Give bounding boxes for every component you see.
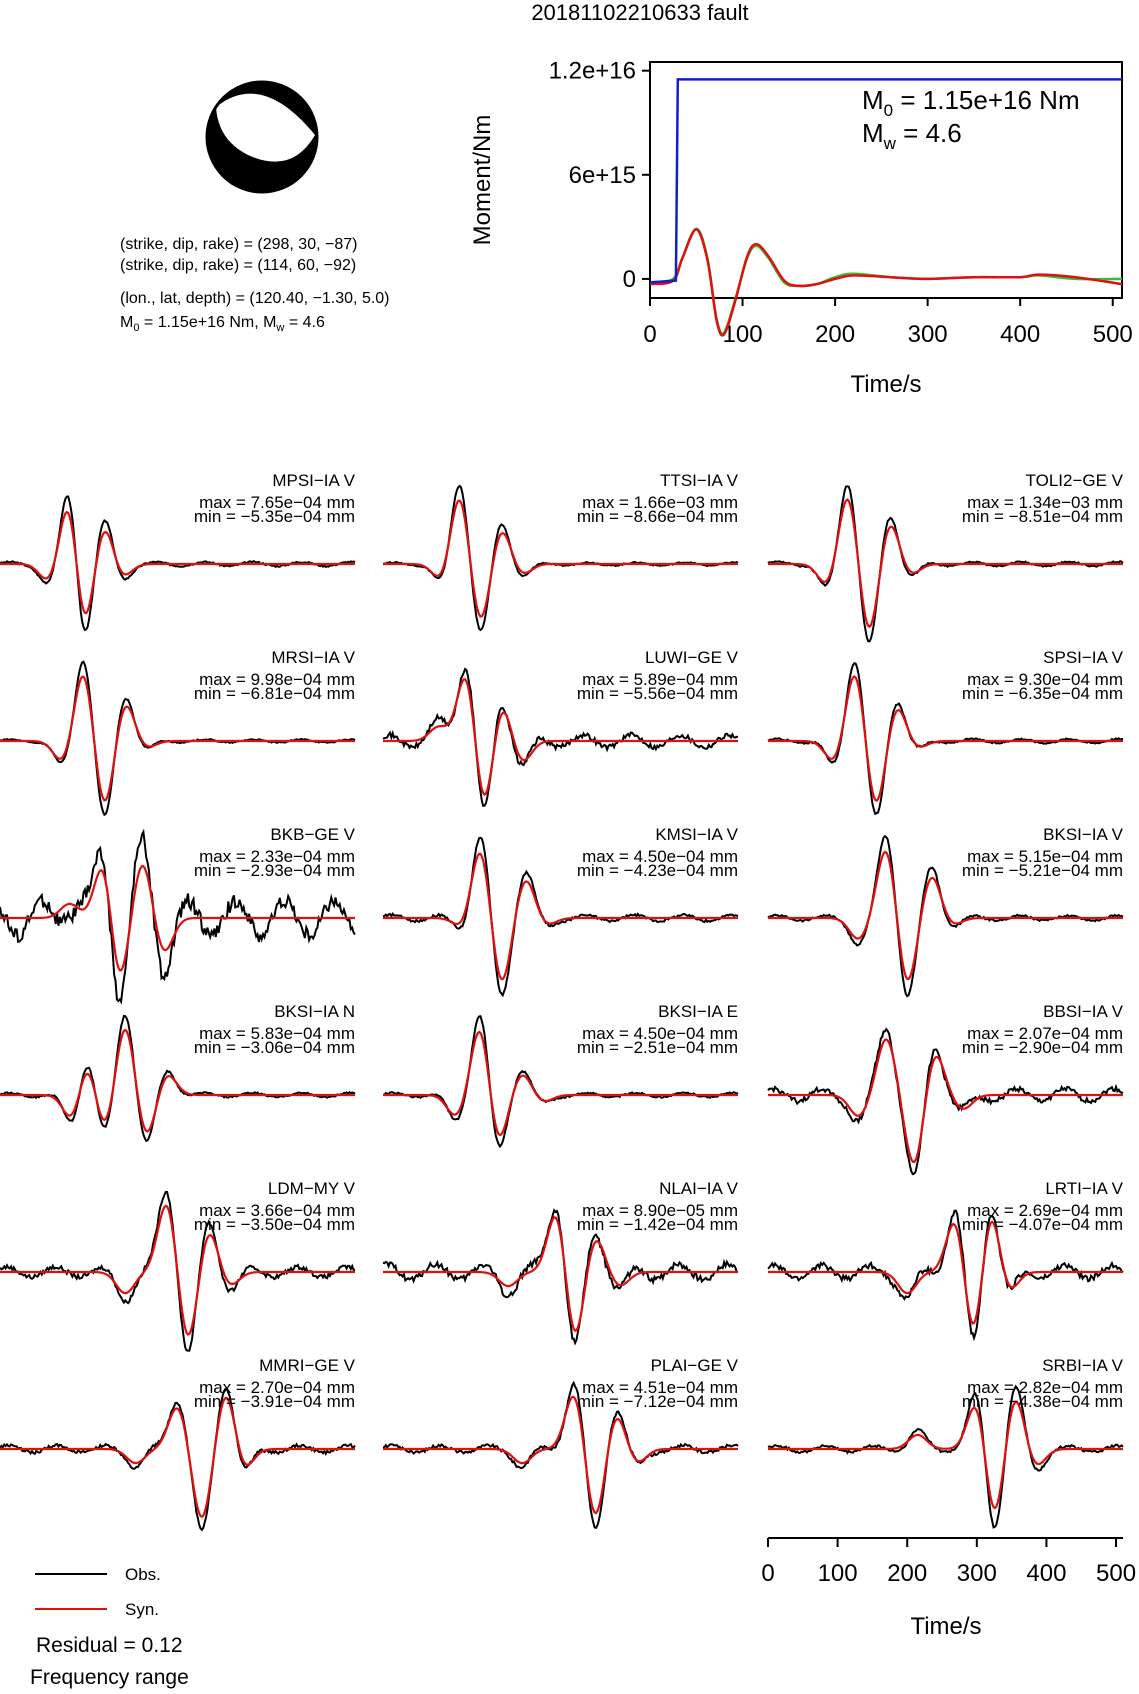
waveform-panel — [768, 648, 1124, 814]
station-min: min = −1.42e−04 mm — [576, 1215, 738, 1234]
moment-xtick-label: 100 — [722, 321, 763, 348]
station-max: max = 1.66e−03 mm — [582, 493, 738, 512]
station-min: min = −6.35e−04 mm — [961, 684, 1123, 703]
frequency-range-label: Frequency range — [30, 1666, 189, 1689]
moment-xtick-label: 0 — [643, 321, 657, 348]
waveform-panel — [0, 1179, 356, 1351]
residual-label: Residual = 0.12 — [36, 1634, 183, 1657]
moment-xlabel: Time/s — [850, 371, 922, 398]
waveform-xtick-label: 200 — [887, 1560, 928, 1587]
station-min: min = −3.91e−04 mm — [193, 1392, 355, 1411]
moment-ytick-label: 1.2e+16 — [548, 57, 636, 85]
waveform-panel — [0, 825, 356, 1002]
station-max: max = 5.83e−04 mm — [199, 1024, 355, 1043]
waveform-xlabel: Time/s — [910, 1613, 982, 1640]
station-min: min = −7.12e−04 mm — [576, 1392, 738, 1411]
figure-title: 20181102210633 fault — [531, 0, 749, 25]
waveform-panel — [383, 648, 739, 806]
station-min: min = −4.23e−04 mm — [576, 861, 738, 880]
station-min: min = −5.56e−04 mm — [576, 684, 738, 703]
station-min: min = −3.06e−04 mm — [193, 1038, 355, 1057]
station-min: min = −2.51e−04 mm — [576, 1038, 738, 1057]
waveform-panel — [768, 471, 1124, 641]
moment-ytick-label: 0 — [622, 265, 636, 293]
station-min: min = −5.35e−04 mm — [193, 507, 355, 526]
waveform-panel — [383, 471, 739, 630]
waveform-syn-trace — [383, 1217, 738, 1330]
station-max: max = 2.70e−04 mm — [199, 1378, 355, 1397]
moment-ylabel: Moment/Nm — [469, 114, 496, 246]
station-max: max = 5.15e−04 mm — [967, 847, 1123, 866]
station-name: PLAI−GE V — [650, 1356, 738, 1375]
station-min: min = −5.21e−04 mm — [961, 861, 1123, 880]
station-max: max = 9.30e−04 mm — [967, 670, 1123, 689]
waveform-panel — [383, 825, 739, 995]
waveform-grid — [0, 471, 1124, 1530]
station-max: max = 3.66e−04 mm — [199, 1201, 355, 1220]
station-max: max = 2.33e−04 mm — [199, 847, 355, 866]
waveform-panel — [383, 1179, 739, 1343]
waveform-panel — [0, 1002, 355, 1141]
moment-summary: $M_0 = 1.15e+16$ Nm, $M_w = 4.6$ — [120, 314, 325, 334]
station-max: max = 5.89e−04 mm — [582, 670, 738, 689]
station-name: KMSI−IA V — [655, 825, 738, 844]
station-min: min = −4.07e−04 mm — [961, 1215, 1123, 1234]
waveform-xtick-label: 400 — [1026, 1560, 1067, 1587]
waveform-syn-trace — [383, 1397, 738, 1513]
moment-xtick-label: 500 — [1092, 321, 1133, 348]
station-min: min = −4.38e−04 mm — [961, 1392, 1123, 1411]
beachball-diagram — [207, 82, 317, 192]
waveform-syn-trace — [768, 1222, 1123, 1324]
station-name: BKSI−IA N — [274, 1002, 355, 1021]
station-max: max = 1.34e−03 mm — [967, 493, 1123, 512]
legend — [30, 1565, 189, 1689]
station-min: min = −8.66e−04 mm — [576, 507, 738, 526]
moment-ytick-label: 6e+15 — [568, 161, 636, 189]
waveform-panel — [0, 1356, 356, 1530]
waveform-panel — [383, 1002, 738, 1146]
station-name: LUWI−GE V — [644, 648, 738, 667]
station-max: max = 9.98e−04 mm — [199, 670, 355, 689]
waveform-syn-trace — [768, 1040, 1123, 1162]
station-min: min = −3.50e−04 mm — [193, 1215, 355, 1234]
waveform-panel — [768, 1179, 1124, 1338]
station-name: BBSI−IA V — [1043, 1002, 1123, 1021]
waveform-xtick-label: 300 — [956, 1560, 997, 1587]
waveform-time-axis — [761, 1538, 1136, 1640]
focal-plane-2: (strike, dip, rake) = (114, 60, −92) — [120, 257, 357, 274]
station-min: min = −8.51e−04 mm — [961, 507, 1123, 526]
legend-syn-label: Syn. — [125, 1600, 160, 1619]
waveform-panel — [0, 648, 356, 815]
station-name: TOLI2−GE V — [1025, 471, 1123, 490]
station-name: LDM−MY V — [267, 1179, 355, 1198]
moment-series-rate-green — [650, 229, 1122, 334]
waveform-panel — [768, 825, 1124, 996]
station-max: max = 2.07e−04 mm — [967, 1024, 1123, 1043]
station-name: SPSI−IA V — [1043, 648, 1123, 667]
moment-annotation-mw: $M_w = 4.6$ — [862, 118, 962, 153]
waveform-panel — [0, 471, 356, 630]
station-name: MRSI−IA V — [271, 648, 355, 667]
moment-xtick-label: 200 — [815, 321, 856, 348]
moment-series-rate-red — [650, 229, 1122, 335]
moment-rate-chart — [469, 58, 1133, 398]
station-name: MMRI−GE V — [259, 1356, 355, 1375]
moment-annotation-m0: $M_0 = 1.15e+16$ Nm — [862, 85, 1080, 120]
station-max: max = 8.90e−05 mm — [582, 1201, 738, 1220]
station-min: min = −2.90e−04 mm — [961, 1038, 1123, 1057]
station-max: max = 2.82e−04 mm — [967, 1378, 1123, 1397]
waveform-panel — [768, 1356, 1124, 1527]
station-max: max = 4.51e−04 mm — [582, 1378, 738, 1397]
waveform-xtick-label: 500 — [1096, 1560, 1137, 1587]
source-location: (lon., lat, depth) = (120.40, −1.30, 5.0) — [120, 290, 390, 307]
waveform-syn-trace — [0, 1398, 355, 1517]
moment-xtick-label: 300 — [907, 321, 948, 348]
station-max: max = 2.69e−04 mm — [967, 1201, 1123, 1220]
station-name: BKSI−IA E — [658, 1002, 738, 1021]
station-max: max = 4.50e−04 mm — [582, 1024, 738, 1043]
waveform-xtick-label: 0 — [761, 1560, 775, 1587]
waveform-xtick-label: 100 — [817, 1560, 858, 1587]
waveform-panel — [383, 1356, 739, 1528]
station-name: NLAI−IA V — [659, 1179, 738, 1198]
station-name: TTSI−IA V — [660, 471, 738, 490]
station-name: BKSI−IA V — [1043, 825, 1123, 844]
waveform-syn-trace — [768, 1402, 1123, 1508]
station-max: max = 4.50e−04 mm — [582, 847, 738, 866]
legend-obs-label: Obs. — [125, 1565, 161, 1584]
station-max: max = 7.65e−04 mm — [199, 493, 355, 512]
station-name: LRTI−IA V — [1045, 1179, 1123, 1198]
moment-xtick-label: 400 — [1000, 321, 1041, 348]
station-name: BKB−GE V — [270, 825, 355, 844]
waveform-panel — [768, 1002, 1124, 1174]
station-name: SRBI−IA V — [1042, 1356, 1123, 1375]
station-name: MPSI−IA V — [272, 471, 355, 490]
focal-plane-1: (strike, dip, rake) = (298, 30, −87) — [120, 236, 358, 253]
station-min: min = −2.93e−04 mm — [193, 861, 355, 880]
station-min: min = −6.81e−04 mm — [193, 684, 355, 703]
